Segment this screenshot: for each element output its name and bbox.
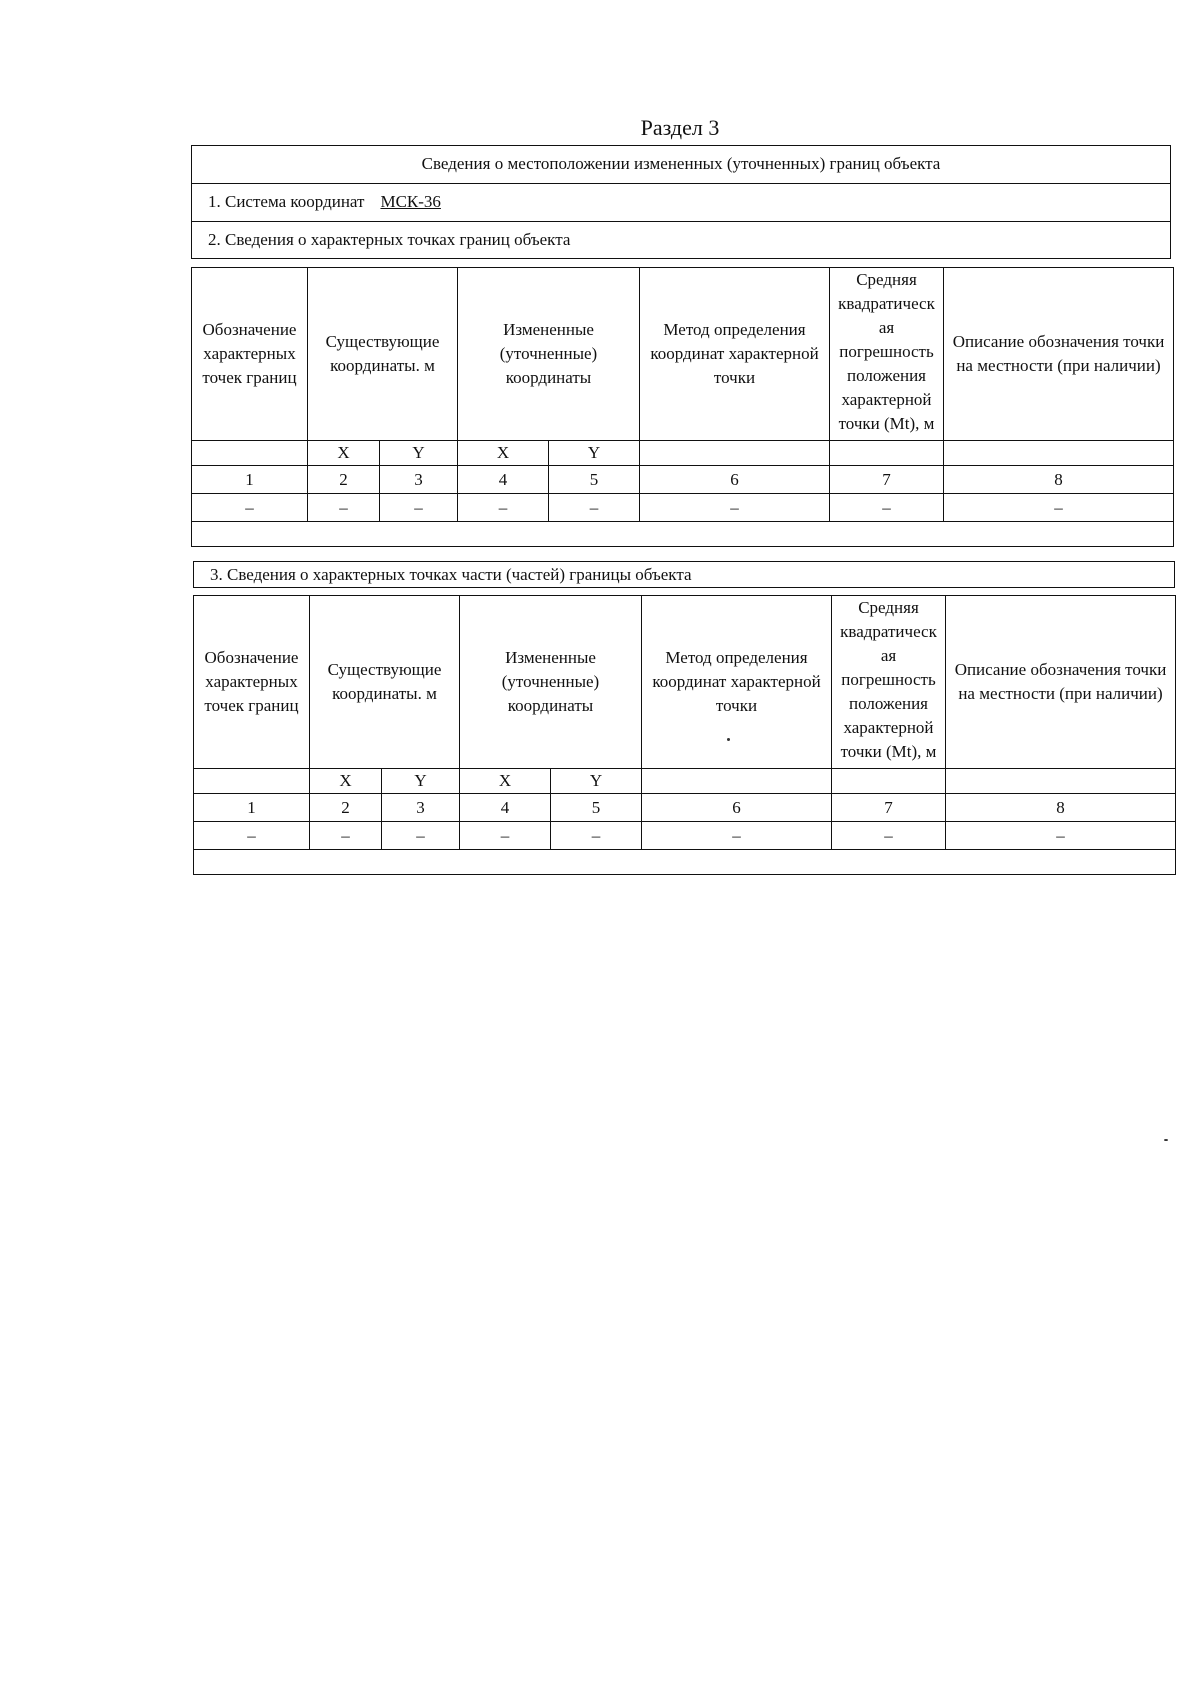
section-title: Раздел 3 bbox=[640, 115, 720, 140]
boundary-points-table bbox=[191, 267, 1174, 547]
changed-x: X bbox=[458, 441, 549, 466]
existing-x: X bbox=[308, 441, 380, 466]
part-points-title-box bbox=[193, 561, 1175, 588]
dash-cell: – bbox=[458, 494, 549, 522]
dash-cell: – bbox=[308, 494, 380, 522]
col-existing-coords: Существующие координаты. м bbox=[310, 596, 460, 769]
xy-empty bbox=[642, 769, 832, 794]
coordinate-system-value: МСК-36 bbox=[380, 192, 441, 211]
table-row bbox=[192, 494, 1174, 522]
col-number: 6 bbox=[640, 466, 830, 494]
table-row bbox=[194, 822, 1176, 850]
col-designation: Обозначение характерных точек границ bbox=[194, 596, 310, 769]
dash-cell: – bbox=[551, 822, 642, 850]
xy-empty bbox=[194, 769, 310, 794]
part-points-title: 3. Сведения о характерных точках части (частей) границы объекта bbox=[210, 565, 692, 584]
xy-row bbox=[192, 441, 1174, 466]
col-number: 2 bbox=[308, 466, 380, 494]
dash-cell: – bbox=[310, 822, 382, 850]
col-number: 8 bbox=[946, 794, 1176, 822]
dash-cell: – bbox=[380, 494, 458, 522]
dash-cell: – bbox=[194, 822, 310, 850]
dash-cell: – bbox=[549, 494, 640, 522]
empty-row bbox=[192, 522, 1174, 547]
col-number: 5 bbox=[551, 794, 642, 822]
empty-cell bbox=[194, 850, 1176, 875]
col-number: 4 bbox=[460, 794, 551, 822]
col-number: 3 bbox=[380, 466, 458, 494]
col-number: 8 bbox=[944, 466, 1174, 494]
changed-y: Y bbox=[549, 441, 640, 466]
object-info-header bbox=[191, 145, 1171, 259]
xy-empty bbox=[640, 441, 830, 466]
col-method: Метод определения координат характерной точки bbox=[640, 268, 830, 441]
dash-cell: – bbox=[640, 494, 830, 522]
table-header-row bbox=[192, 268, 1174, 441]
existing-y: Y bbox=[380, 441, 458, 466]
dash-cell: – bbox=[832, 822, 946, 850]
coordinate-system-label: 1. Система координат bbox=[208, 192, 365, 211]
xy-row bbox=[194, 769, 1176, 794]
dash-cell: – bbox=[944, 494, 1174, 522]
object-info-title: Сведения о местоположении измененных (уточненных) границ объекта bbox=[192, 146, 1170, 184]
dash-cell: – bbox=[642, 822, 832, 850]
col-number: 4 bbox=[458, 466, 549, 494]
col-description: Описание обозначения точки на местности (при наличии) bbox=[946, 596, 1176, 769]
existing-y: Y bbox=[382, 769, 460, 794]
column-number-row bbox=[192, 466, 1174, 494]
dash-cell: – bbox=[460, 822, 551, 850]
col-number: 1 bbox=[192, 466, 308, 494]
col-method: Метод определения координат характерной точки bbox=[642, 596, 832, 769]
col-number: 1 bbox=[194, 794, 310, 822]
table-header-row bbox=[194, 596, 1176, 769]
col-number: 7 bbox=[830, 466, 944, 494]
col-changed-coords: Измененные (уточненные) координаты bbox=[458, 268, 640, 441]
dash-cell: – bbox=[946, 822, 1176, 850]
col-number: 7 bbox=[832, 794, 946, 822]
dash-cell: – bbox=[192, 494, 308, 522]
xy-empty bbox=[192, 441, 308, 466]
scan-speck bbox=[1164, 1139, 1168, 1141]
col-mt: Средняя квадратическ ая погрешность положения характерной точки (Mt), м bbox=[832, 596, 946, 769]
dash-cell: – bbox=[382, 822, 460, 850]
column-number-row bbox=[194, 794, 1176, 822]
col-mt: Средняя квадратическ ая погрешность положения характерной точки (Mt), м bbox=[830, 268, 944, 441]
col-description: Описание обозначения точки на местности (при наличии) bbox=[944, 268, 1174, 441]
col-number: 5 bbox=[549, 466, 640, 494]
col-number: 3 bbox=[382, 794, 460, 822]
empty-cell bbox=[192, 522, 1174, 547]
changed-x: X bbox=[460, 769, 551, 794]
empty-row bbox=[194, 850, 1176, 875]
coordinate-system-row bbox=[192, 184, 1170, 222]
col-existing-coords: Существующие координаты. м bbox=[308, 268, 458, 441]
xy-empty bbox=[944, 441, 1174, 466]
col-changed-coords: Измененные (уточненные) координаты bbox=[460, 596, 642, 769]
dash-cell: – bbox=[830, 494, 944, 522]
xy-empty bbox=[946, 769, 1176, 794]
col-designation: Обозначение характерных точек границ bbox=[192, 268, 308, 441]
scan-speck bbox=[727, 738, 730, 741]
existing-x: X bbox=[310, 769, 382, 794]
part-boundary-points-table bbox=[193, 595, 1176, 875]
col-number: 6 bbox=[642, 794, 832, 822]
changed-y: Y bbox=[551, 769, 642, 794]
points-title: 2. Сведения о характерных точках границ объекта bbox=[208, 230, 571, 249]
xy-empty bbox=[830, 441, 944, 466]
col-number: 2 bbox=[310, 794, 382, 822]
xy-empty bbox=[832, 769, 946, 794]
